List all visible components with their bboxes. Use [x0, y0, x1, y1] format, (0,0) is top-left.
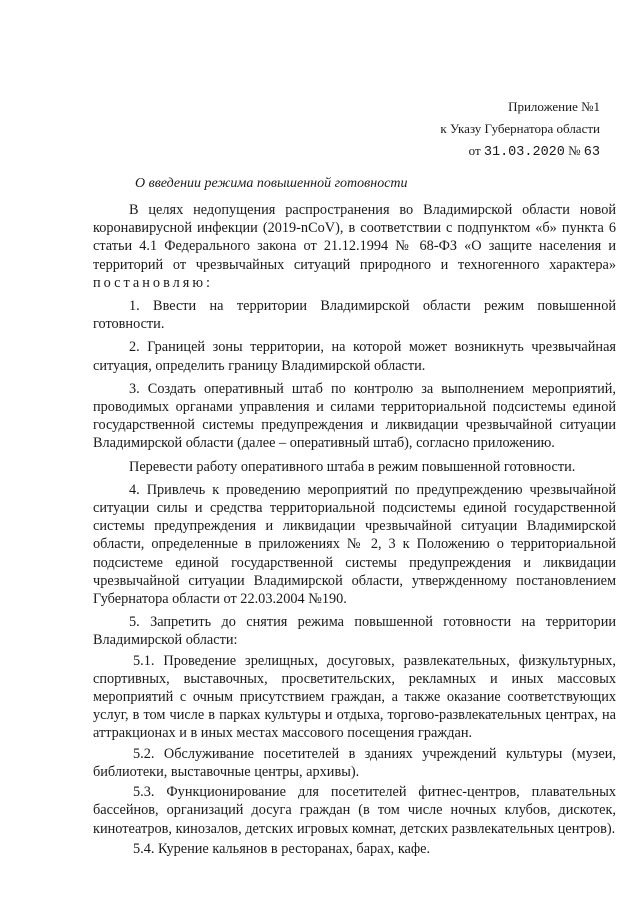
date-prefix: от	[468, 143, 484, 158]
preamble-paragraph	[93, 201, 616, 292]
item-5-2: 5.2. Обслуживание посетителей в зданиях учреждений культуры (музеи, библиотеки, выставочные центры, архивы).	[93, 745, 616, 780]
preamble-text: В целях недопущения распространения во Владимирской области новой коронавирусной инфекции (2019-nCoV), в соответствии с подпунктом «б» пункта 6 статьи 4.1 Федерального закона от 21.12.1994 № 68-ФЗ «О защите населения и территорий от чрезвычайных ситуаций природного и техногенного характера»	[93, 202, 616, 273]
decree-date: 31.03.2020	[483, 145, 565, 160]
item-3-continuation: Перевести работу оперативного штаба в режим повышенной готовности.	[129, 458, 576, 475]
appendix-label: Приложение №1	[508, 99, 600, 114]
item-5-4: 5.4. Курение кальянов в ресторанах, барах, кафе.	[133, 840, 431, 857]
document-title: О введении режима повышенной готовности	[135, 176, 408, 191]
item-5-3: 5.3. Функционирование для посетителей фитнес-центров, плавательных бассейнов, организаций досуга граждан (в том числе ночных клубов, дискотек, кинотеатров, кинозалов, детских игровых комнат, детских развлекательных центров).	[93, 784, 616, 837]
item-5: 5. Запретить до снятия режима повышенной готовности на территории Владимирской области:	[93, 614, 616, 649]
item-2: 2. Границей зоны территории, на которой может возникнуть чрезвычайная ситуация, определить границу Владимирской области.	[93, 339, 616, 374]
item-4: 4. Привлечь к проведению мероприятий по предупреждению чрезвычайной ситуации силы и средства территориальной подсистемы единой государственной системы предупреждения и ликвидации чрезвычайной ситуации Владимирской области, определенные в приложениях № 2, 3 к Положению о территориальной подсистеме единой государственной системы предупреждения и ликвидации чрезвычайной ситуации Владимирской области, утвержденному постановлением Губернатора области от 22.03.2004 №190.	[93, 481, 616, 608]
decree-reference: к Указу Губернатора области	[440, 121, 600, 136]
document-body	[93, 201, 616, 858]
postanovlyayu-text: постановляю:	[93, 274, 213, 291]
decree-date-number	[0, 140, 600, 164]
item-3: 3. Создать оперативный штаб по контролю за выполнением мероприятий, проводимых органами управления и силами территориальной подсистемы единой государственной системы предупреждения и ликвидации чрезвычайной ситуации Владимирской области (далее – оперативный штаб), согласно приложению.	[93, 380, 616, 452]
item-5-1: 5.1. Проведение зрелищных, досуговых, развлекательных, физкультурных, спортивных, выставочных, просветительских, рекламных и иных массовых мероприятий с очным присутствием граждан, а также оказание соответствующих услуг, в том числе в парках культуры и отдыха, торгово-развлекательных центрах, на аттракционах и в иных местах массового посещения граждан.	[93, 652, 616, 742]
item-1: 1. Ввести на территории Владимирской области режим повышенной готовности.	[93, 298, 616, 333]
number-label: №	[564, 143, 584, 158]
decree-number: 63	[583, 145, 600, 160]
